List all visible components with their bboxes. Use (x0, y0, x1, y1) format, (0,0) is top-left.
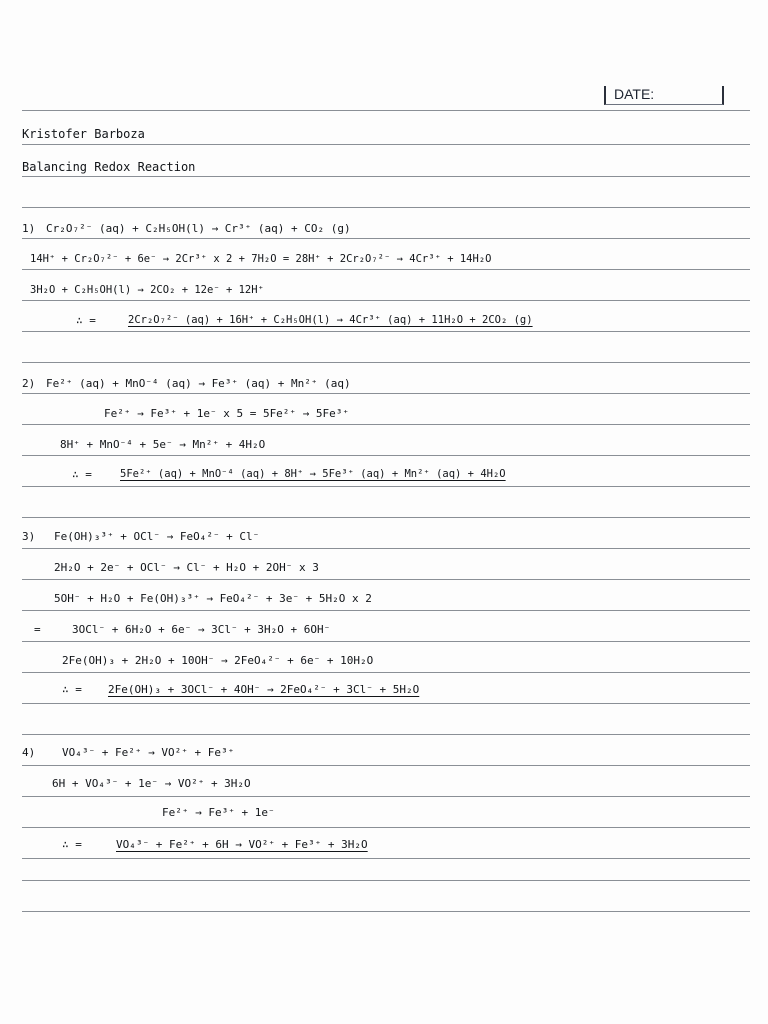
ruled-line (22, 238, 750, 239)
problem-reaction: Fe²⁺ (aq) + MnO⁻⁴ (aq) → Fe³⁺ (aq) + Mn²⁺ (aq) (46, 377, 351, 390)
ruled-line (22, 765, 750, 766)
ruled-line (22, 579, 750, 580)
therefore-symbol: ∴ = (62, 683, 82, 696)
ruled-line (22, 827, 750, 828)
half-reaction: 2H₂O + 2e⁻ + OCl⁻ → Cl⁻ + H₂O + 2OH⁻ x 3 (54, 561, 319, 574)
ruled-line (22, 880, 750, 881)
ruled-line (22, 424, 750, 425)
problem-number: 1) (22, 222, 36, 235)
half-reaction: 3H₂O + C₂H₅OH(l) → 2CO₂ + 12e⁻ + 12H⁺ (30, 284, 264, 296)
date-box (604, 86, 724, 105)
problem-number: 2) (22, 377, 36, 390)
page-title: Balancing Redox Reaction (22, 160, 196, 174)
final-answer: 2Fe(OH)₃ + 3OCl⁻ + 4OH⁻ → 2FeO₄²⁻ + 3Cl⁻ + 5H₂O (108, 683, 420, 696)
date-label: DATE: (614, 86, 655, 102)
problem-number: 3) (22, 530, 36, 543)
therefore-symbol: ∴ = (76, 314, 96, 327)
problem-reaction: VO₄³⁻ + Fe²⁺ → VO²⁺ + Fe³⁺ (62, 746, 235, 759)
author-name: Kristofer Barboza (22, 127, 145, 141)
ruled-line (22, 486, 750, 487)
ruled-line (22, 517, 750, 518)
combined-reaction: 3OCl⁻ + 6H₂O + 6e⁻ → 3Cl⁻ + 3H₂O + 6OH⁻ (72, 623, 331, 636)
combined-reaction: 2Fe(OH)₃ + 2H₂O + 10OH⁻ → 2FeO₄²⁻ + 6e⁻ + 10H₂O (62, 654, 374, 667)
half-reaction: 5OH⁻ + H₂O + Fe(OH)₃³⁺ → FeO₄²⁻ + 3e⁻ + 5H₂O x 2 (54, 592, 372, 605)
half-reaction: 8H⁺ + MnO⁻⁴ + 5e⁻ → Mn²⁺ + 4H₂O (60, 438, 266, 451)
ruled-line (22, 548, 750, 549)
half-reaction: 6H + VO₄³⁻ + 1e⁻ → VO²⁺ + 3H₂O (52, 777, 251, 790)
final-answer: 5Fe²⁺ (aq) + MnO⁻⁴ (aq) + 8H⁺ → 5Fe³⁺ (aq) + Mn²⁺ (aq) + 4H₂O (120, 468, 506, 480)
half-reaction: Fe²⁺ → Fe³⁺ + 1e⁻ x 5 = 5Fe²⁺ → 5Fe³⁺ (104, 407, 350, 420)
half-reaction: 14H⁺ + Cr₂O₇²⁻ + 6e⁻ → 2Cr³⁺ x 2 + 7H₂O = 28H⁺ + 2Cr₂O₇²⁻ → 4Cr³⁺ + 14H₂O (30, 253, 492, 265)
final-answer: VO₄³⁻ + Fe²⁺ + 6H → VO²⁺ + Fe³⁺ + 3H₂O (116, 838, 368, 851)
problem-number: 4) (22, 746, 36, 759)
ruled-line (22, 796, 750, 797)
ruled-line (22, 362, 750, 363)
problem-reaction: Fe(OH)₃³⁺ + OCl⁻ → FeO₄²⁻ + Cl⁻ (54, 530, 260, 543)
ruled-line (22, 858, 750, 859)
problem-reaction: Cr₂O₇²⁻ (aq) + C₂H₅OH(l) → Cr³⁺ (aq) + CO₂ (g) (46, 222, 351, 235)
ruled-line (22, 672, 750, 673)
ruled-line (22, 911, 750, 912)
ruled-line (22, 734, 750, 735)
ruled-line (22, 641, 750, 642)
half-reaction: Fe²⁺ → Fe³⁺ + 1e⁻ (162, 806, 275, 819)
ruled-line (22, 269, 750, 270)
therefore-symbol: ∴ = (62, 838, 82, 851)
ruled-line (22, 610, 750, 611)
ruled-line (22, 703, 750, 704)
ruled-line (22, 393, 750, 394)
ruled-line (22, 176, 750, 177)
ruled-line (22, 331, 750, 332)
ruled-line (22, 144, 750, 145)
therefore-symbol: ∴ = (72, 468, 92, 481)
ruled-line (22, 207, 750, 208)
ruled-line (22, 300, 750, 301)
ruled-line (22, 110, 750, 111)
equals-sign: = (34, 623, 41, 636)
ruled-line (22, 455, 750, 456)
final-answer: 2Cr₂O₇²⁻ (aq) + 16H⁺ + C₂H₅OH(l) → 4Cr³⁺ (aq) + 11H₂O + 2CO₂ (g) (128, 314, 533, 326)
